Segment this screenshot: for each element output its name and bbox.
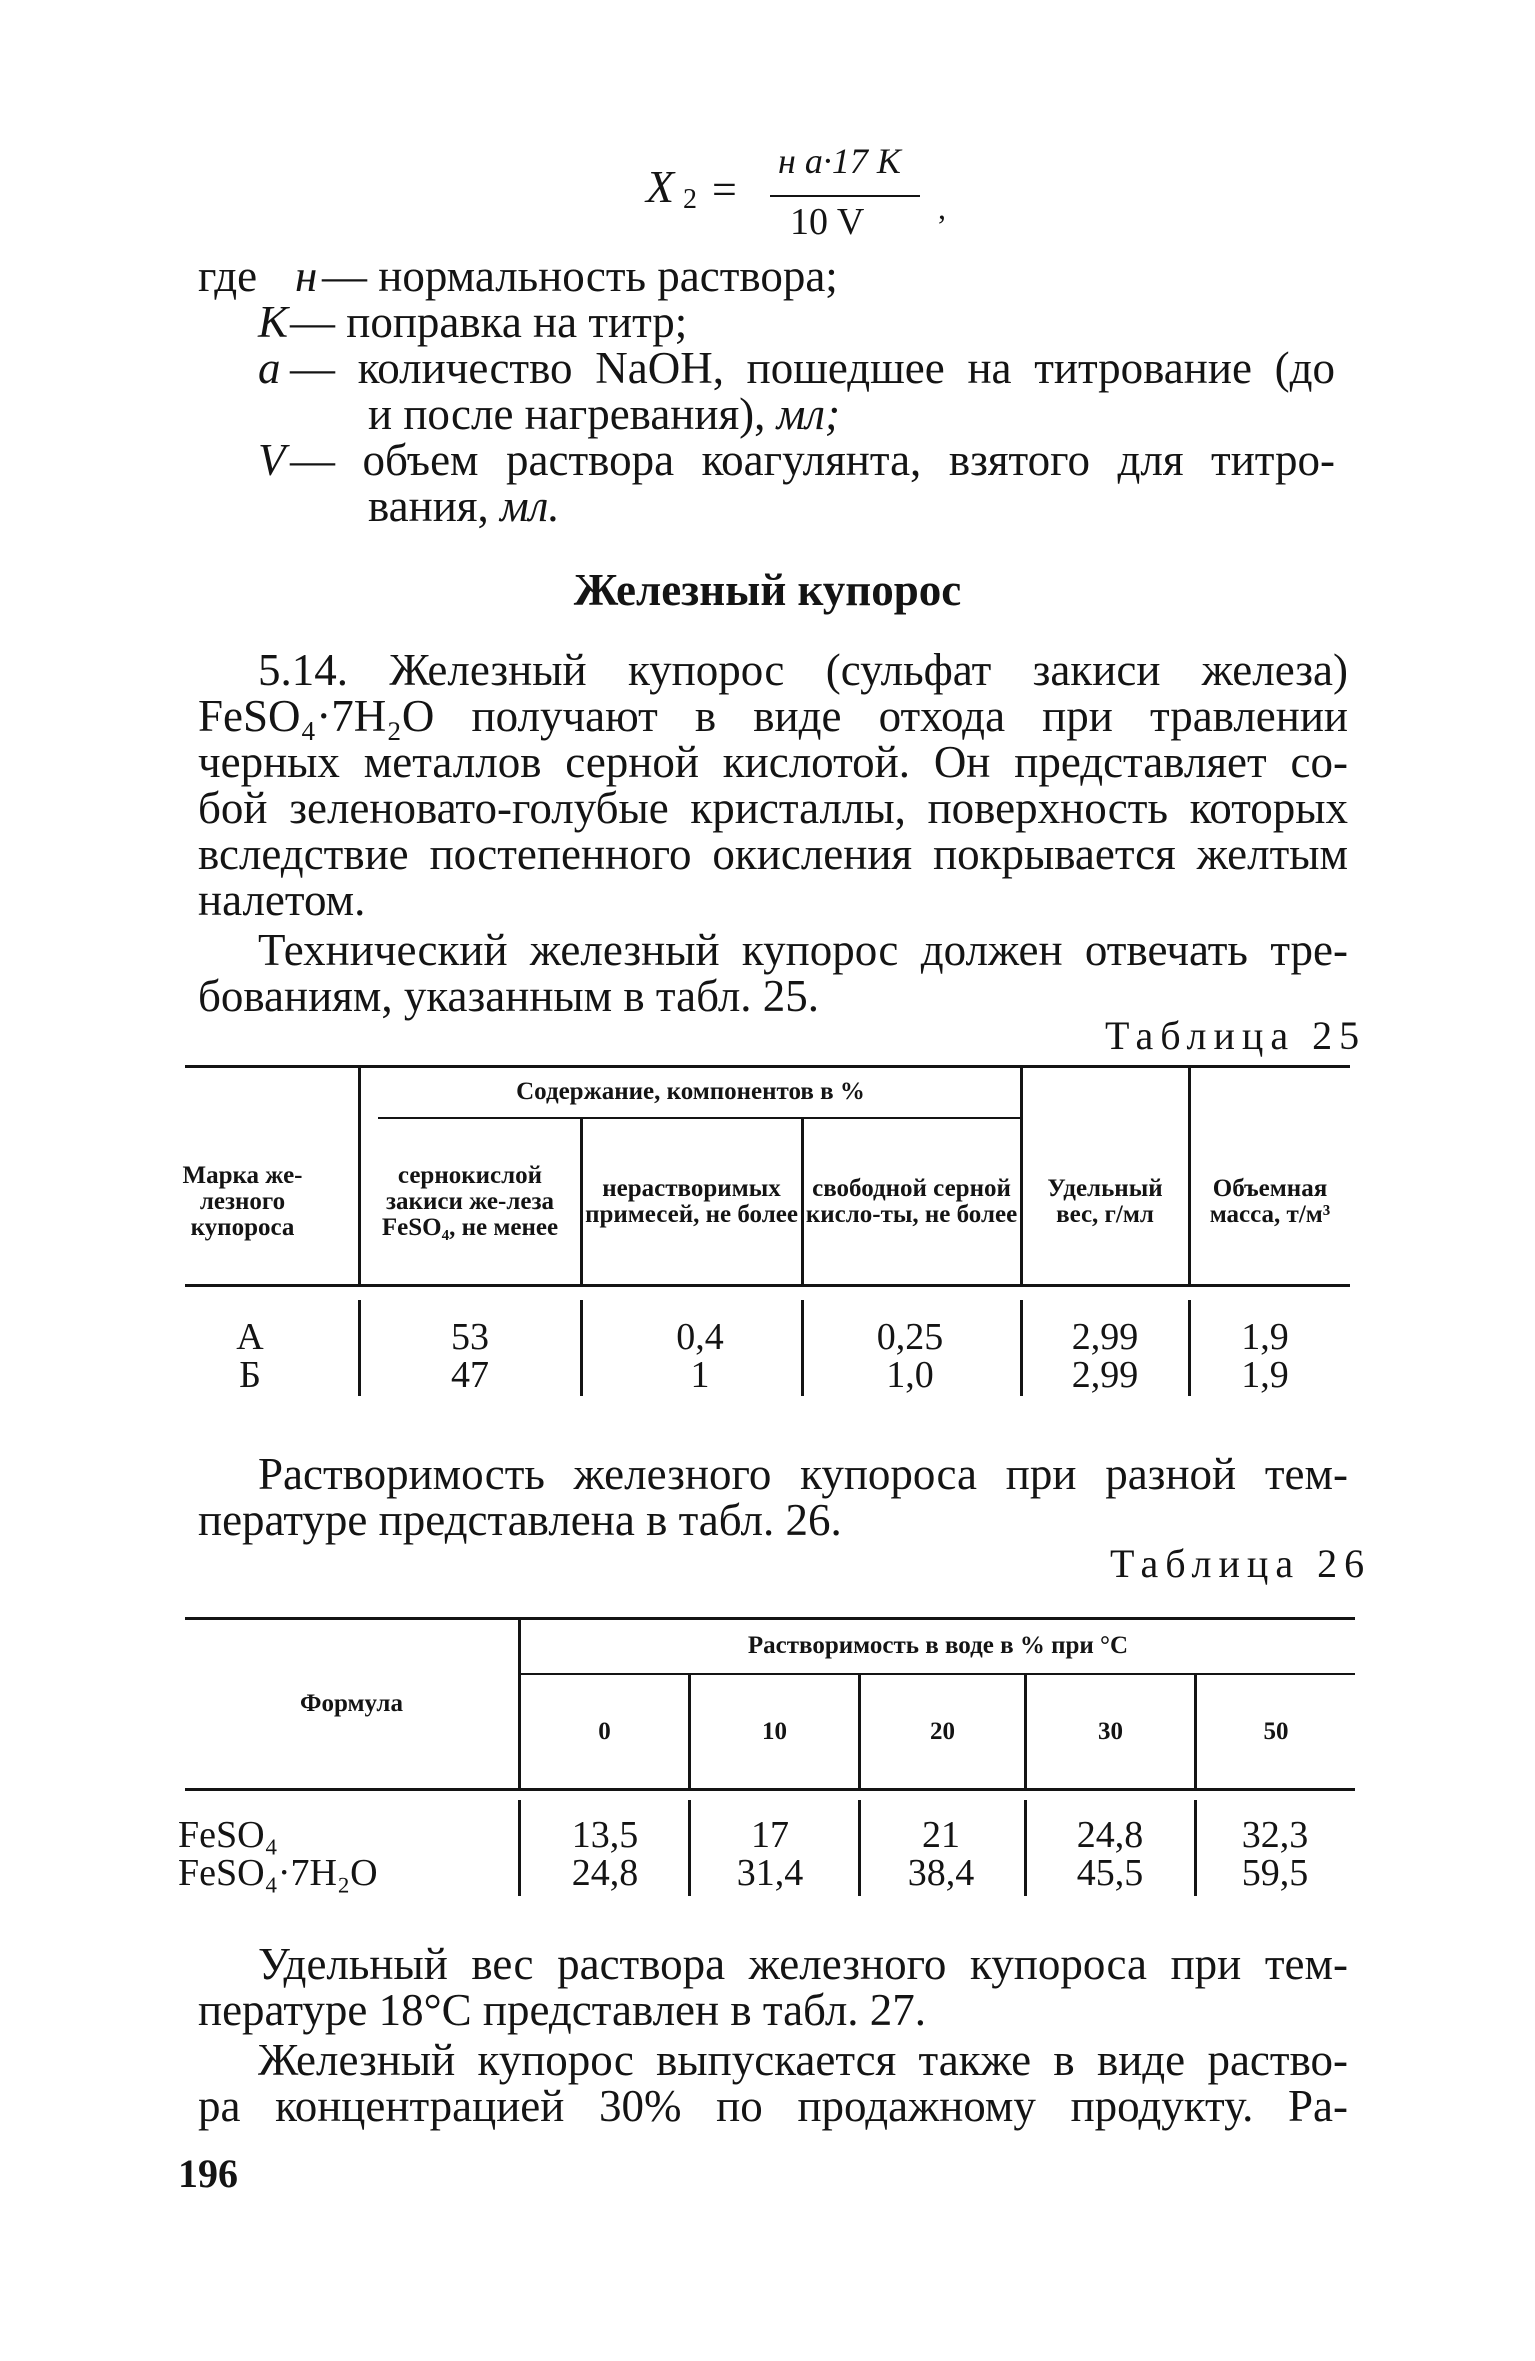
- def-a-line-1: — количество NaOH, пошедшее на титрование (до: [290, 343, 1335, 393]
- def-a-text-2: и после нагревания),: [368, 389, 766, 439]
- table-26-r1-v30: 24,8: [1076, 1814, 1144, 1856]
- table-25-r1-grade: А: [236, 1316, 264, 1358]
- table-26-body-vline-3: [858, 1800, 861, 1896]
- para-solubility-line-2: пературе представлена в табл. 26.: [198, 1495, 842, 1545]
- table-25-r2-bulk: 1,9: [1241, 1354, 1289, 1396]
- page-number: 196: [178, 2151, 238, 2196]
- table-26-header-formula: Формула: [300, 1690, 403, 1717]
- table-25-body-vline-5: [1188, 1300, 1191, 1396]
- table-25-vline-3: [801, 1119, 804, 1284]
- para-5-14-line-4: бой зеленовато-голубые кристаллы, поверхность которых: [198, 783, 1348, 833]
- table-25-body-vline-1: [358, 1300, 361, 1396]
- formula-numerator: н a·17 К: [778, 141, 901, 181]
- def-a-unit: мл;: [776, 389, 840, 439]
- table-26-r2-v30: 45,5: [1076, 1852, 1144, 1894]
- table-25-body-vline-2: [580, 1300, 583, 1396]
- table-25-group-header: Содержание, компонентов в %: [516, 1078, 865, 1105]
- table-25-caption: Таблица 25: [1105, 1013, 1367, 1058]
- def-a-line-2: [368, 389, 840, 439]
- table-25-header-density: Удельный вес, г/мл: [1047, 1175, 1163, 1228]
- table-25-vline-4: [1020, 1068, 1023, 1284]
- para-5-14-line-5: вследствие постепенного окисления покрывается желтым: [198, 829, 1348, 879]
- def-v-line-2: [368, 481, 560, 531]
- table-26-header-t50: 50: [1263, 1718, 1289, 1745]
- section-title: Железный купорос: [573, 565, 962, 615]
- table-25-body-vline-3: [801, 1300, 804, 1396]
- table-26-r1-v20: 21: [922, 1814, 960, 1856]
- table-26-header-t10: 10: [762, 1718, 787, 1745]
- formula-fraction-bar: [770, 195, 920, 197]
- def-v-symbol: V: [258, 435, 286, 485]
- table-26-header-t0: 0: [598, 1718, 611, 1745]
- table-26-header-t20: 20: [930, 1718, 955, 1745]
- table-26-body-vline-1: [518, 1800, 521, 1896]
- para-density-line-2: пературе 18°С представлен в табл. 27.: [198, 1985, 927, 2035]
- table-25-r1-density: 2,99: [1071, 1316, 1139, 1358]
- definitions-intro: где: [198, 251, 258, 301]
- formula-lhs: X: [646, 161, 675, 212]
- table-26-r2-v10: 31,4: [736, 1852, 804, 1894]
- def-k-text: — поправка на титр;: [290, 297, 688, 347]
- table-25-r1-insoluble: 0,4: [676, 1316, 724, 1358]
- table-25-header-feso4: сернокислой закиси же-леза FeSO₄, не менее: [381, 1162, 559, 1241]
- formula-trail: ,: [938, 190, 946, 226]
- def-n-symbol: н: [295, 251, 318, 301]
- para-5-14-line-2: FeSO₄·7H₂O получают в виде отхода при травлении: [198, 691, 1348, 741]
- para-tech-line-2: бованиям, указанным в табл. 25.: [198, 971, 820, 1021]
- table-26-body-vline-5: [1194, 1800, 1197, 1896]
- table-25-header-bulk: Объемная масса, т/м³: [1209, 1175, 1331, 1228]
- table-25-r1-feso4: 53: [451, 1316, 489, 1358]
- def-v-line-1: — объем раствора коагулянта, взятого для титро-: [290, 435, 1335, 485]
- para-solution-line-2: ра концентрацией 30% по продажному продукту. Ра-: [198, 2081, 1348, 2131]
- table-26-r2-v20: 38,4: [907, 1852, 975, 1894]
- para-5-14-line-3: черных металлов серной кислотой. Он представляет со-: [198, 737, 1348, 787]
- table-26-group-rule: [520, 1673, 1355, 1675]
- def-v-unit: мл.: [500, 481, 560, 531]
- para-5-14-line-1: 5.14. Железный купорос (сульфат закиси железа): [258, 645, 1348, 695]
- table-26-body-vline-2: [688, 1800, 691, 1896]
- table-25-r2-density: 2,99: [1071, 1354, 1139, 1396]
- table-26-r2-formula: FeSO₄·7H₂O: [178, 1852, 378, 1894]
- table-26-r1-v10: 17: [751, 1814, 789, 1856]
- para-density-line-1: Удельный вес раствора железного купороса при тем-: [258, 1939, 1348, 1989]
- def-v-text-2: вания,: [368, 481, 489, 531]
- formula-equals: =: [712, 165, 737, 214]
- table-26-group-header: Растворимость в воде в % при °С: [747, 1632, 1129, 1659]
- para-5-14-line-6: налетом.: [198, 875, 366, 925]
- table-25-r1-acid: 0,25: [876, 1316, 944, 1358]
- table-26-r2-v50: 59,5: [1241, 1852, 1309, 1894]
- table-25-vline-2: [580, 1119, 583, 1284]
- table-25-r1-bulk: 1,9: [1241, 1316, 1289, 1358]
- table-25-r2-insoluble: 1: [690, 1354, 710, 1396]
- table-26-caption: Таблица 26: [1110, 1541, 1372, 1586]
- table-25-r2-acid: 1,0: [886, 1354, 934, 1396]
- def-a-symbol: а: [258, 343, 281, 393]
- para-solution-line-1: Железный купорос выпускается также в виде раство-: [258, 2035, 1348, 2085]
- table-25-header-insoluble: нерастворимых примесей, не более: [585, 1175, 798, 1228]
- def-n-text: — нормальность раствора;: [322, 251, 838, 301]
- table-25-r2-feso4: 47: [451, 1354, 489, 1396]
- table-26-r2-v0: 24,8: [571, 1852, 639, 1894]
- table-25-group-rule: [378, 1117, 1022, 1119]
- table-26-r1-v0: 13,5: [571, 1814, 639, 1856]
- para-tech-line-1: Технический железный купорос должен отвечать тре-: [258, 925, 1348, 975]
- table-25-body-vline-4: [1020, 1300, 1023, 1396]
- table-26-r1-formula: FeSO₄: [178, 1814, 278, 1856]
- table-26-r1-v50: 32,3: [1241, 1814, 1309, 1856]
- table-26-header-t30: 30: [1098, 1718, 1123, 1745]
- table-25-header-grade: Марка же-лезного купороса: [182, 1162, 303, 1241]
- table-25-header-rule: [185, 1284, 1350, 1287]
- table-25-r2-grade: Б: [239, 1354, 261, 1396]
- def-k-symbol: К: [258, 297, 288, 347]
- formula-lhs-subscript: 2: [683, 184, 697, 215]
- table-26-header-rule: [185, 1788, 1355, 1791]
- table-26-body-vline-4: [1024, 1800, 1027, 1896]
- para-solubility-line-1: Растворимость железного купороса при разной тем-: [258, 1449, 1348, 1499]
- table-25-header-acid: свободной серной кисло-ты, не более: [805, 1175, 1018, 1228]
- formula-denominator: 10 V: [790, 201, 865, 243]
